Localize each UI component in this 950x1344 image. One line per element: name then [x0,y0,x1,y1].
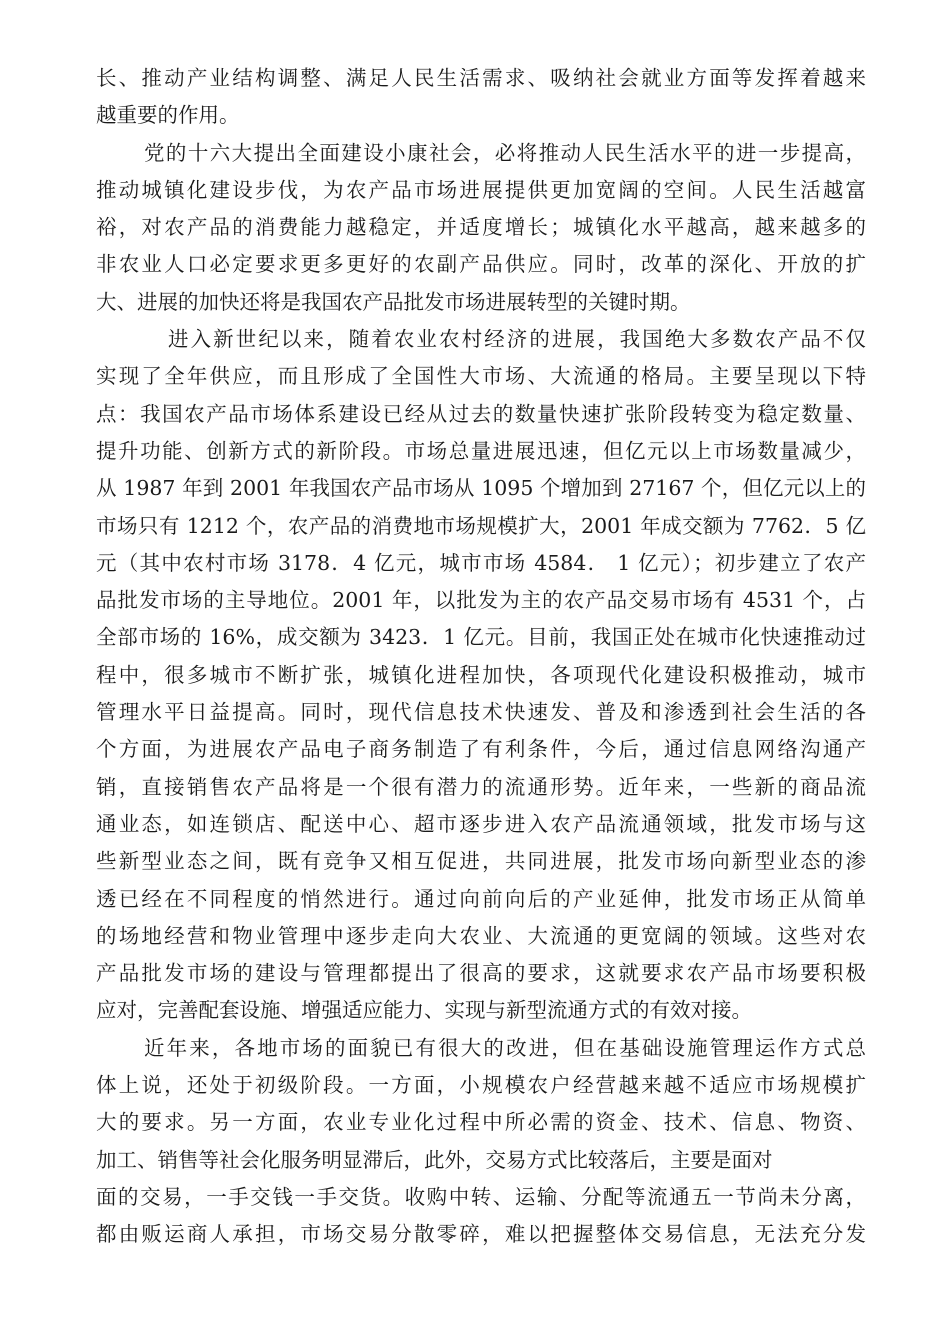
text-line: 近年来，各地市场的面貌已有很大的改进，但在基础设施管理运作方式总 [144,1035,866,1060]
text-line: 党的十六大提出全面建设小康社会，必将推动人民生活水平的进一步提高， [144,140,866,165]
text-line: 实现了全年供应，而且形成了全国性大市场、大流通的格局。主要呈现以下特 [96,364,866,389]
text-line: 元（其中农村市场 3178．4 亿元，城市市场 4584． 1 亿元）；初步建立了农产 [96,550,866,575]
text-line: 体上说，还处于初级阶段。一方面，小规模农户经营越来越不适应市场规模扩 [96,1073,866,1098]
text-line: 管理水平日益提高。同时，现代信息技术快速发、普及和渗透到社会生活的各 [96,700,866,725]
text-line: 市场只有 1212 个，农产品的消费地市场规模扩大，2001 年成交额为 7762．5 亿 [96,513,866,538]
text-line: 销，直接销售农产品将是一个很有潜力的流通形势。近年来，一些新的商品流 [96,774,866,799]
text-line: 通业态，如连锁店、配送中心、超市逐步进入农产品流通领域，批发市场与这 [96,811,866,836]
text-line: 产品批发市场的建设与管理都提出了很高的要求，这就要求农产品市场要积极 [96,961,866,986]
text-line: 个方面，为进展农产品电子商务制造了有利条件，今后，通过信息网络沟通产 [96,737,866,762]
text-line: 大的要求。另一方面，农业专业化过程中所必需的资金、技术、信息、物资、 [96,1110,866,1135]
text-line: 都由贩运商人承担，市场交易分散零碎，难以把握整体交易信息，无法充分发 [96,1222,866,1247]
text-line: 非农业人口必定要求更多更好的农副产品供应。同时，改革的深化、开放的扩 [96,252,866,277]
text-line: 加工、销售等社会化服务明显滞后，此外，交易方式比较落后，主要是面对 [96,1147,773,1172]
text-line: 透已经在不同程度的悄然进行。通过向前向后的产业延伸，批发市场正从简单 [96,886,866,911]
paragraph [96,60,866,135]
text-line: 进入新世纪以来，随着农业农村经济的进展，我国绝大多数农产品不仅 [168,327,866,352]
text-line: 应对，完善配套设施、增强适应能力、实现与新型流通方式的有效对接。 [96,998,752,1023]
paragraph [96,1030,866,1254]
text-line: 提升功能、创新方式的新阶段。市场总量进展迅速，但亿元以上市场数量减少， [96,438,866,463]
paragraph [96,135,866,321]
text-line: 些新型业态之间，既有竞争又相互促进，共同进展，批发市场向新型业态的渗 [96,849,866,874]
text-line: 推动城镇化建设步伐，为农产品市场进展提供更加宽阔的空间。人民生活越富 [96,177,866,202]
text-line: 大、进展的加快还将是我国农产品批发市场进展转型的关键时期。 [96,289,691,314]
text-line: 的场地经营和物业管理中逐步走向大农业、大流通的更宽阔的领域。这些对农 [96,923,866,948]
text-line: 裕，对农产品的消费能力越稳定，并适度增长；城镇化水平越高，越来越多的 [96,215,866,240]
text-line: 面的交易，一手交钱一手交货。收购中转、运输、分配等流通五一节尚未分离， [96,1184,866,1209]
document-body [96,60,866,1254]
text-line: 越重要的作用。 [96,103,240,128]
text-line: 品批发市场的主导地位。2001 年，以批发为主的农产品交易市场有 4531 个，占 [96,588,866,613]
text-line: 全部市场的 16%，成交额为 3423．1 亿元。目前，我国正处在城市化快速推动过 [96,625,866,650]
text-line: 程中，很多城市不断扩张，城镇化进程加快，各项现代化建设积极推动，城市 [96,662,866,687]
paragraph [96,321,866,1030]
text-line: 长、推动产业结构调整、满足人民生活需求、吸纳社会就业方面等发挥着越来 [96,66,866,90]
text-line: 从 1987 年到 2001 年我国农产品市场从 1095 个增加到 27167 个，但亿元以上的 [96,476,866,501]
text-line: 点：我国农产品市场体系建设已经从过去的数量快速扩张阶段转变为稳定数量、 [96,401,866,426]
